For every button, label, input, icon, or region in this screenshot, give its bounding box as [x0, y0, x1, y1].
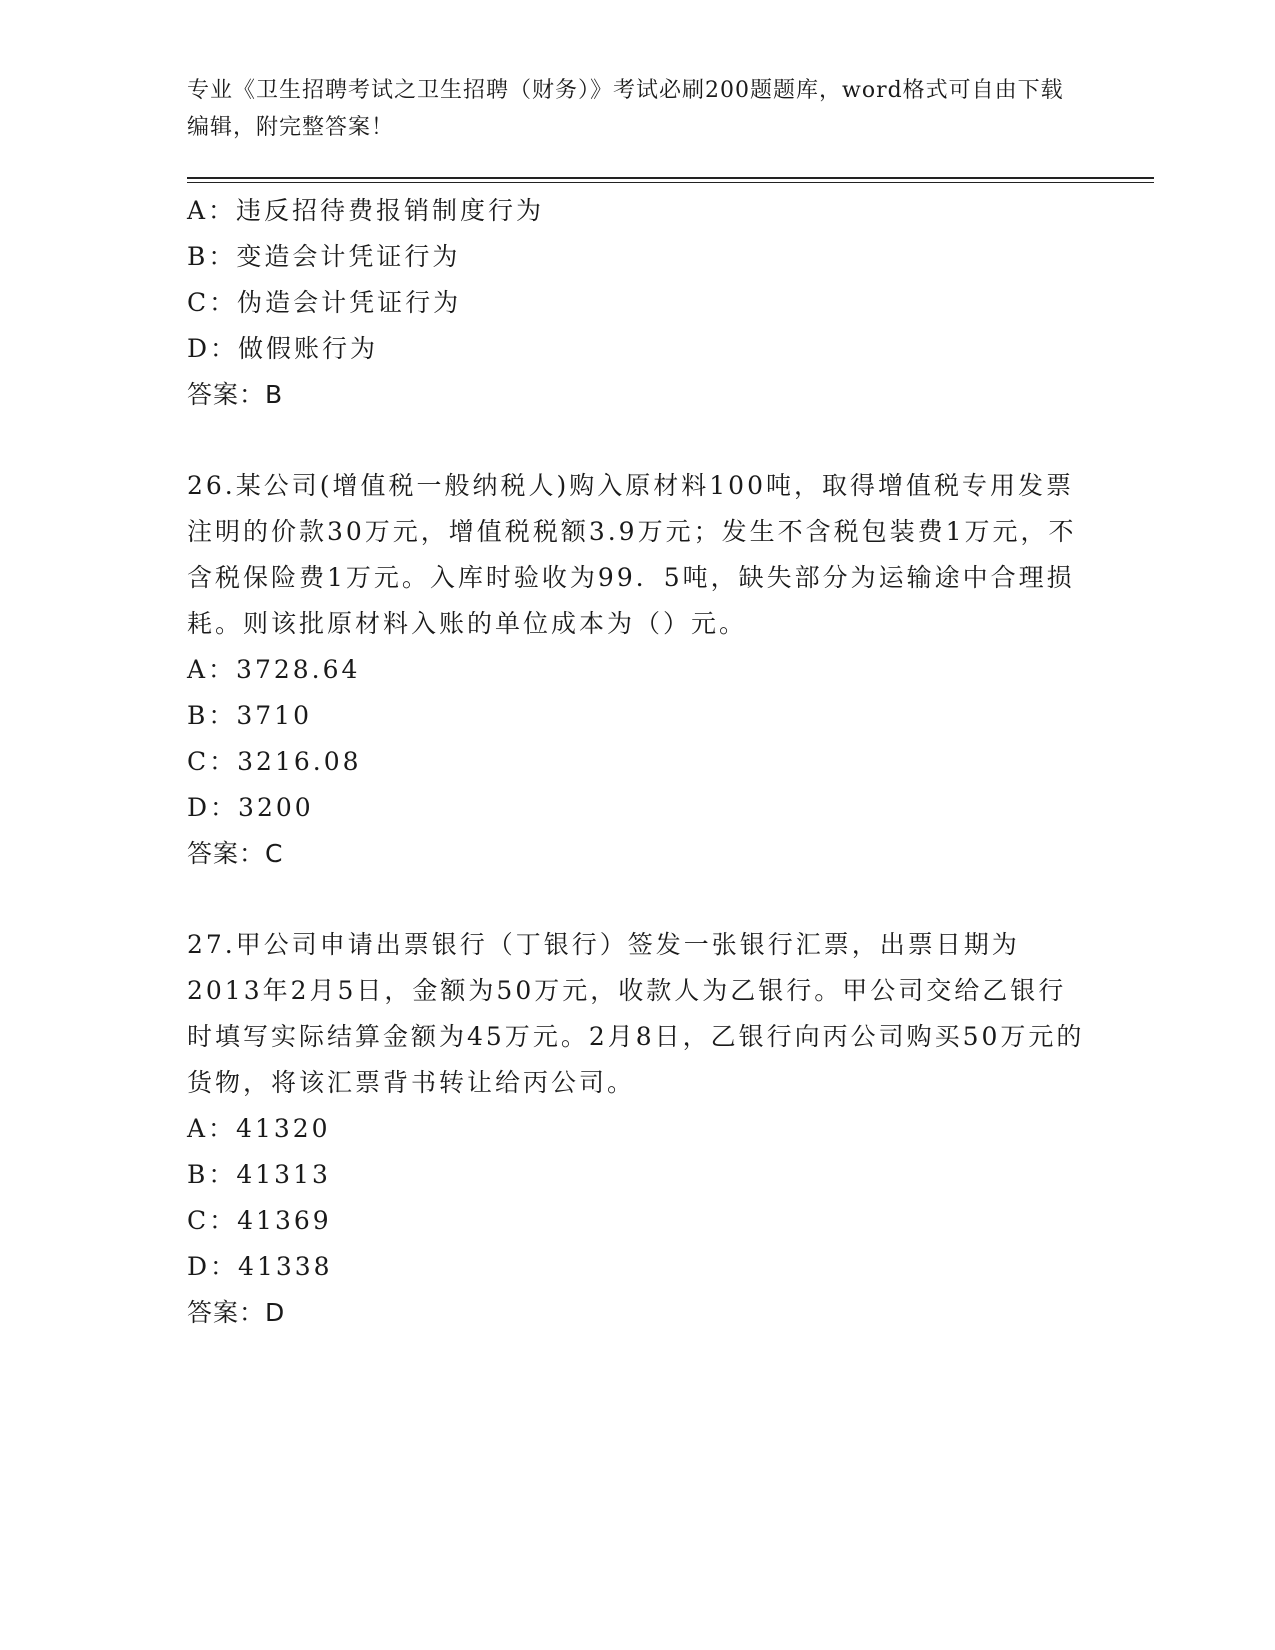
option-a: A：41320: [187, 1114, 331, 1143]
option-a: A：违反招待费报销制度行为: [187, 196, 545, 225]
question-stem: 26.某公司(增值税一般纳税人)购入原材料100吨，取得增值税专用发票注明的价款30万元，增值税税额3.9万元；发生不含税包装费1万元，不含税保险费1万元。入库时验收为99．5吨，缺失部分为运输途中合理损耗。则该批原材料入账的单位成本为（）元。: [187, 471, 1077, 638]
option-c: C：3216.08: [187, 747, 362, 776]
option-d: D：41338: [187, 1252, 333, 1281]
question-25: [187, 188, 1087, 418]
option-a: A：3728.64: [187, 655, 361, 684]
option-d: D：3200: [187, 793, 314, 822]
answer-line: 答案：C: [187, 839, 284, 868]
answer-line: 答案：B: [187, 380, 284, 409]
option-b: B：变造会计凭证行为: [187, 242, 461, 271]
question-stem: 27.甲公司申请出票银行（丁银行）签发一张银行汇票，出票日期为2013年2月5日，金额为50万元，收款人为乙银行。甲公司交给乙银行时填写实际结算金额为45万元。2月8日，乙银行向丙公司购买50万元的货物，将该汇票背书转让给丙公司。: [187, 930, 1085, 1097]
option-c: C：伪造会计凭证行为: [187, 288, 462, 317]
option-d: D：做假账行为: [187, 334, 379, 363]
question-26: [187, 463, 1087, 877]
question-27: [187, 922, 1087, 1336]
option-b: B：3710: [187, 701, 312, 730]
option-c: C：41369: [187, 1206, 332, 1235]
header-rule-thick: [187, 177, 1154, 179]
option-b: B：41313: [187, 1160, 331, 1189]
question-list: [187, 188, 1087, 1336]
header-rule-thin: [187, 182, 1154, 183]
answer-line: 答案：D: [187, 1298, 286, 1327]
page-header: 专业《卫生招聘考试之卫生招聘（财务）》考试必刷200题题库，word格式可自由下载编辑，附完整答案！: [187, 78, 1064, 140]
